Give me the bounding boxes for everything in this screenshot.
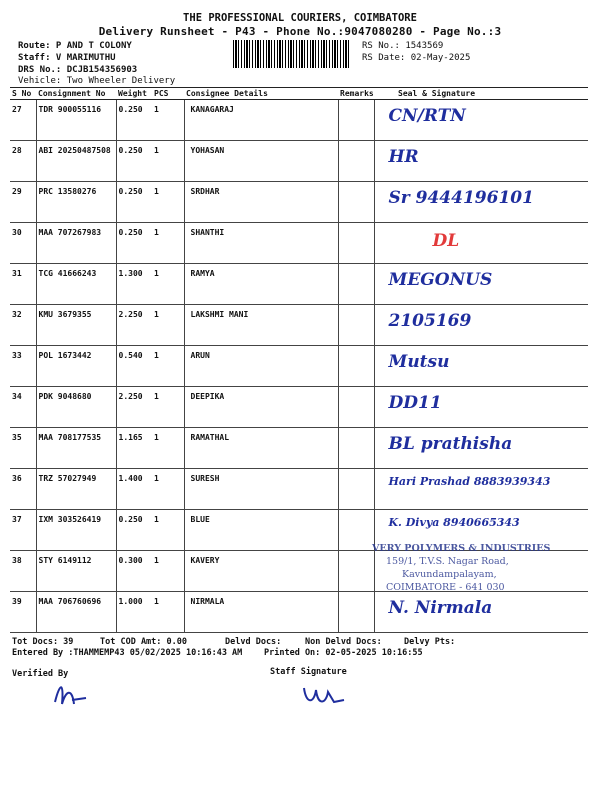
table-row bbox=[10, 469, 588, 510]
handwritten-signature: DD11 bbox=[388, 393, 442, 413]
handwritten-signature: Hari Prashad 8883939343 bbox=[388, 475, 551, 488]
cell-sno: 27 bbox=[10, 100, 36, 141]
stamp-line-1: VERY POLYMERS & INDUSTRIES bbox=[372, 543, 551, 554]
cell-signature bbox=[374, 223, 588, 264]
vehicle: Vehicle: Two Wheeler Delivery bbox=[18, 76, 176, 86]
cell-pcs: 1 bbox=[152, 469, 184, 510]
cell-weight: 2.250 bbox=[116, 387, 152, 428]
cell-sno: 30 bbox=[10, 223, 36, 264]
table-row bbox=[10, 141, 588, 182]
total-cod: Tot COD Amt: 0.00 bbox=[100, 637, 187, 647]
route: Route: P AND T COLONY bbox=[18, 41, 132, 51]
cell-remarks bbox=[338, 428, 374, 469]
cell-consignment: IXM 303526419 bbox=[36, 510, 116, 551]
cell-consignment: MAA 708177535 bbox=[36, 428, 116, 469]
cell-consignee: RAMYA bbox=[184, 264, 338, 305]
delivered-docs: Delvd Docs: bbox=[225, 637, 282, 647]
cell-weight: 0.300 bbox=[116, 551, 152, 592]
cell-consignee: NIRMALA bbox=[184, 592, 338, 633]
cell-consignment: TDR 900055116 bbox=[36, 100, 116, 141]
cell-pcs: 1 bbox=[152, 346, 184, 387]
staff: Staff: V MARIMUTHU bbox=[18, 53, 116, 63]
cell-sno: 37 bbox=[10, 510, 36, 551]
cell-remarks bbox=[338, 551, 374, 592]
handwritten-signature: Mutsu bbox=[388, 352, 450, 372]
cell-sno: 36 bbox=[10, 469, 36, 510]
cell-remarks bbox=[338, 387, 374, 428]
cell-pcs: 1 bbox=[152, 223, 184, 264]
handwritten-signature: MEGONUS bbox=[388, 270, 493, 290]
cell-signature bbox=[374, 592, 588, 633]
cell-consignee: DEEPIKA bbox=[184, 387, 338, 428]
cell-weight: 0.540 bbox=[116, 346, 152, 387]
cell-signature bbox=[374, 141, 588, 182]
cell-signature bbox=[374, 305, 588, 346]
cell-sno: 32 bbox=[10, 305, 36, 346]
cell-weight: 2.250 bbox=[116, 305, 152, 346]
cell-consignee: YOHASAN bbox=[184, 141, 338, 182]
cell-weight: 0.250 bbox=[116, 141, 152, 182]
cell-consignment: STY 6149112 bbox=[36, 551, 116, 592]
cell-weight: 0.250 bbox=[116, 510, 152, 551]
table-row bbox=[10, 305, 588, 346]
rs-date: RS Date: 02-May-2025 bbox=[362, 53, 471, 63]
non-delivered-docs: Non Delvd Docs: bbox=[305, 637, 382, 647]
barcode bbox=[233, 40, 351, 68]
printed-on: Printed On: 02-05-2025 10:16:55 bbox=[264, 648, 423, 658]
col-weight: Weight bbox=[116, 88, 152, 100]
table-row bbox=[10, 182, 588, 223]
cell-signature bbox=[374, 100, 588, 141]
table-header bbox=[10, 88, 588, 100]
cell-sno: 38 bbox=[10, 551, 36, 592]
handwritten-signature: CN/RTN bbox=[388, 106, 466, 126]
handwritten-signature: K. Divya 8940665343 bbox=[388, 516, 520, 529]
cell-consignee: KANAGARAJ bbox=[184, 100, 338, 141]
cell-pcs: 1 bbox=[152, 387, 184, 428]
cell-remarks bbox=[338, 141, 374, 182]
cell-pcs: 1 bbox=[152, 510, 184, 551]
cell-pcs: 1 bbox=[152, 100, 184, 141]
cell-remarks bbox=[338, 264, 374, 305]
stamp-line-4: COIMBATORE - 641 030 bbox=[386, 582, 505, 593]
cell-signature bbox=[374, 387, 588, 428]
cell-consignment: MAA 707267983 bbox=[36, 223, 116, 264]
total-docs: Tot Docs: 39 bbox=[12, 637, 74, 647]
handwritten-signature: BL prathisha bbox=[388, 434, 513, 454]
cell-sno: 28 bbox=[10, 141, 36, 182]
cell-weight: 0.250 bbox=[116, 100, 152, 141]
staff-signature bbox=[300, 680, 350, 710]
cell-weight: 1.400 bbox=[116, 469, 152, 510]
handwritten-signature: DL bbox=[432, 231, 460, 251]
entered-by: Entered By :THAMMEMP43 05/02/2025 10:16:43 AM bbox=[12, 648, 243, 658]
handwritten-signature: 2105169 bbox=[388, 311, 472, 331]
cell-remarks bbox=[338, 510, 374, 551]
cell-pcs: 1 bbox=[152, 592, 184, 633]
cell-remarks bbox=[338, 100, 374, 141]
runsheet-title: Delivery Runsheet - P43 - Phone No.:9047080280 - Page No.:3 bbox=[98, 25, 502, 38]
cell-pcs: 1 bbox=[152, 264, 184, 305]
cell-remarks bbox=[338, 592, 374, 633]
stamp-line-3: Kavundampalayam, bbox=[402, 569, 497, 580]
rs-number: RS No.: 1543569 bbox=[362, 41, 444, 51]
col-sno: S No bbox=[10, 88, 36, 100]
col-signature: Seal & Signature bbox=[374, 88, 588, 100]
handwritten-signature: Sr 9444196101 bbox=[388, 188, 534, 208]
table-row bbox=[10, 592, 588, 633]
cell-consignee: LAKSHMI MANI bbox=[184, 305, 338, 346]
cell-consignment: TCG 41666243 bbox=[36, 264, 116, 305]
cell-consignment: POL 1673442 bbox=[36, 346, 116, 387]
table-row bbox=[10, 264, 588, 305]
cell-consignment: ABI 20250487508 bbox=[36, 141, 116, 182]
cell-consignment: PDK 9048680 bbox=[36, 387, 116, 428]
cell-sno: 29 bbox=[10, 182, 36, 223]
company-title: THE PROFESSIONAL COURIERS, COIMBATORE bbox=[183, 12, 417, 24]
cell-remarks bbox=[338, 305, 374, 346]
cell-consignee: ARUN bbox=[184, 346, 338, 387]
stamp-line-2: 159/1, T.V.S. Nagar Road, bbox=[386, 556, 509, 567]
cell-weight: 0.250 bbox=[116, 182, 152, 223]
handwritten-signature: N. Nirmala bbox=[388, 598, 493, 618]
company-stamp bbox=[372, 542, 572, 594]
cell-signature bbox=[374, 469, 588, 510]
cell-consignee: RAMATHAL bbox=[184, 428, 338, 469]
cell-pcs: 1 bbox=[152, 551, 184, 592]
cell-sno: 31 bbox=[10, 264, 36, 305]
handwritten-signature: HR bbox=[388, 147, 419, 167]
table-row bbox=[10, 223, 588, 264]
cell-sno: 39 bbox=[10, 592, 36, 633]
cell-remarks bbox=[338, 469, 374, 510]
cell-signature bbox=[374, 346, 588, 387]
cell-consignee: SHANTHI bbox=[184, 223, 338, 264]
cell-remarks bbox=[338, 346, 374, 387]
cell-weight: 1.300 bbox=[116, 264, 152, 305]
cell-signature bbox=[374, 182, 588, 223]
cell-consignee: SRDHAR bbox=[184, 182, 338, 223]
table-row bbox=[10, 387, 588, 428]
drs-number: DRS No.: DCJB154356903 bbox=[18, 65, 138, 75]
staff-signature-label: Staff Signature bbox=[270, 667, 347, 677]
cell-weight: 0.250 bbox=[116, 223, 152, 264]
cell-signature bbox=[374, 428, 588, 469]
col-pcs: PCS bbox=[152, 88, 184, 100]
cell-pcs: 1 bbox=[152, 305, 184, 346]
verified-by-label: Verified By bbox=[12, 669, 69, 679]
table-row bbox=[10, 346, 588, 387]
delivery-points: Delvy Pts: bbox=[404, 637, 456, 647]
cell-pcs: 1 bbox=[152, 141, 184, 182]
cell-consignment: TRZ 57027949 bbox=[36, 469, 116, 510]
cell-weight: 1.165 bbox=[116, 428, 152, 469]
col-consignment: Consignment No bbox=[36, 88, 116, 100]
cell-consignment: MAA 706760696 bbox=[36, 592, 116, 633]
cell-sno: 33 bbox=[10, 346, 36, 387]
cell-sno: 34 bbox=[10, 387, 36, 428]
cell-sno: 35 bbox=[10, 428, 36, 469]
verifier-signature bbox=[50, 680, 90, 710]
cell-remarks bbox=[338, 223, 374, 264]
cell-pcs: 1 bbox=[152, 428, 184, 469]
cell-consignee: BLUE bbox=[184, 510, 338, 551]
cell-consignee: SURESH bbox=[184, 469, 338, 510]
cell-consignment: PRC 13580276 bbox=[36, 182, 116, 223]
cell-consignee: KAVERY bbox=[184, 551, 338, 592]
col-consignee: Consignee Details bbox=[184, 88, 338, 100]
cell-remarks bbox=[338, 182, 374, 223]
table-row bbox=[10, 100, 588, 141]
cell-weight: 1.000 bbox=[116, 592, 152, 633]
cell-consignment: KMU 3679355 bbox=[36, 305, 116, 346]
cell-signature bbox=[374, 264, 588, 305]
col-remarks: Remarks bbox=[340, 89, 374, 98]
table-row bbox=[10, 428, 588, 469]
cell-pcs: 1 bbox=[152, 182, 184, 223]
